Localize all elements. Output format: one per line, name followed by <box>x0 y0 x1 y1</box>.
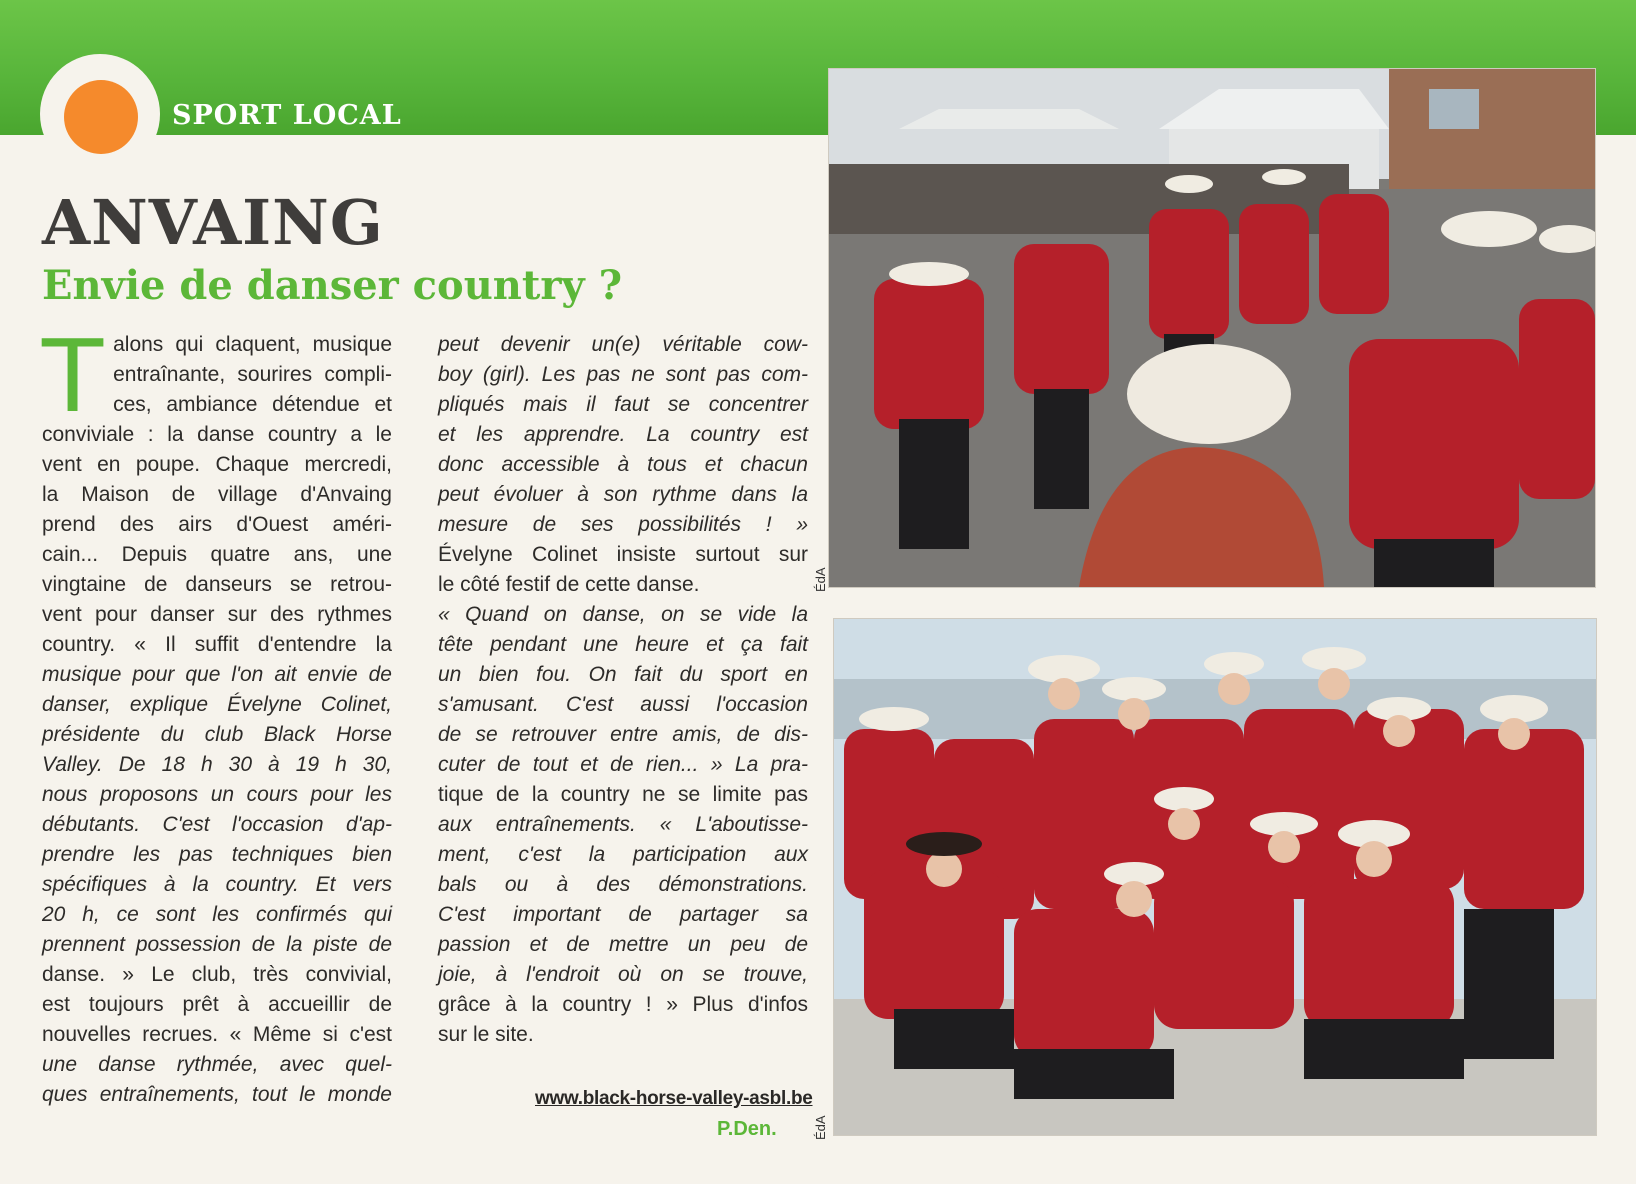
photo-credit-top: ÉdA <box>813 567 828 592</box>
text-line: une danse rythmée, avec quel- <box>42 1053 392 1076</box>
text-line: un bien fou. On fait du sport en <box>438 663 808 686</box>
text-line: prendre les pas techniques bien <box>42 843 392 866</box>
text-line: nous proposons un cours pour les <box>42 783 392 806</box>
text-line: donc accessible à tous et chacun <box>438 453 808 476</box>
text-line: vent en poupe. Chaque mercredi, <box>42 453 392 476</box>
text-line: musique pour que l'on ait envie de <box>42 663 392 686</box>
photo-group-portrait <box>833 618 1597 1136</box>
photo-credit-bottom: ÉdA <box>813 1115 828 1140</box>
text-line: et les apprendre. La country est <box>438 423 808 446</box>
text-line: alons qui claquent, musique <box>113 333 392 356</box>
text-line: 20 h, ce sont les confirmés qui <box>42 903 392 926</box>
text-line: débutants. C'est l'occasion d'ap- <box>42 813 392 836</box>
text-line: prennent possession de la piste de <box>42 933 392 956</box>
text-line: danse. » Le club, très convivial, <box>42 963 392 986</box>
text-line: s'amusant. C'est aussi l'occasion <box>438 693 808 716</box>
text-line: Évelyne Colinet insiste surtout sur <box>438 543 808 566</box>
article-column-left <box>42 318 392 1110</box>
text-line: C'est important de partager sa <box>438 903 808 926</box>
text-line: grâce à la country ! » Plus d'infos <box>438 993 808 1016</box>
photo-group-portrait-illustration <box>834 619 1596 1135</box>
text-line: joie, à l'endroit où on se trouve, <box>438 963 808 986</box>
text-line: boy (girl). Les pas ne sont pas com- <box>438 363 808 386</box>
text-line: aux entraînements. « L'aboutisse- <box>438 813 808 836</box>
photo-dancers-square <box>828 68 1596 588</box>
text-line: pliqués mais il faut se concentrer <box>438 393 808 416</box>
text-line: conviviale : la danse country a le <box>42 423 392 446</box>
author-signature: P.Den. <box>717 1118 777 1140</box>
text-line: ces, ambiance détendue et <box>113 393 392 416</box>
text-line: vingtaine de danseurs se retrou- <box>42 573 392 596</box>
text-line: la Maison de village d'Anvaing <box>42 483 392 506</box>
text-line: cuter de tout et de rien... » La pra- <box>438 753 808 776</box>
text-line: spécifiques à la country. Et vers <box>42 873 392 896</box>
text-line: cain... Depuis quatre ans, une <box>42 543 392 566</box>
text-line: Valley. De 18 h 30 à 19 h 30, <box>42 753 392 776</box>
text-line: présidente du club Black Horse <box>42 723 392 746</box>
text-line: passion et de mettre un peu de <box>438 933 808 956</box>
website-link[interactable]: www.black-horse-valley-asbl.be <box>535 1088 813 1109</box>
text-line: entraînante, sourires compli- <box>113 363 392 386</box>
text-line: ques entraînements, tout le monde <box>42 1083 392 1106</box>
text-line: nouvelles recrues. « Même si c'est <box>42 1023 392 1046</box>
text-line: vent pour danser sur des rythmes <box>42 603 392 626</box>
text-line: ment, c'est la participation aux <box>438 843 808 866</box>
text-line: tête pendant une heure et ça fait <box>438 633 808 656</box>
headline: ANVAING <box>42 186 384 259</box>
text-line: de se retrouver entre amis, de dis- <box>438 723 808 746</box>
text-line: sur le site. <box>438 1023 534 1046</box>
text-line: bals ou à des démonstrations. <box>438 873 808 896</box>
text-line: tique de la country ne se limite pas <box>438 783 808 806</box>
text-line: mesure de ses possibilités ! » <box>438 513 808 536</box>
text-line: le côté festif de cette danse. <box>438 573 700 596</box>
photo-dancers-square-illustration <box>829 69 1595 587</box>
text-line: est toujours prêt à accueillir de <box>42 993 392 1016</box>
drop-cap: T <box>42 318 104 435</box>
text-line: peut devenir un(e) véritable cow- <box>438 333 808 356</box>
text-line: prend des airs d'Ouest améri- <box>42 513 392 536</box>
text-line: peut évoluer à son rythme dans la <box>438 483 808 506</box>
text-line: danser, explique Évelyne Colinet, <box>42 693 392 716</box>
section-label: SPORT LOCAL <box>172 100 402 131</box>
section-logo-dot-icon <box>64 80 138 154</box>
text-line: « Quand on danse, on se vide la <box>438 603 808 626</box>
article-column-middle <box>438 330 808 1050</box>
text-line: country. « Il suffit d'entendre la <box>42 633 392 656</box>
subheadline: Envie de danser country ? <box>42 262 623 309</box>
